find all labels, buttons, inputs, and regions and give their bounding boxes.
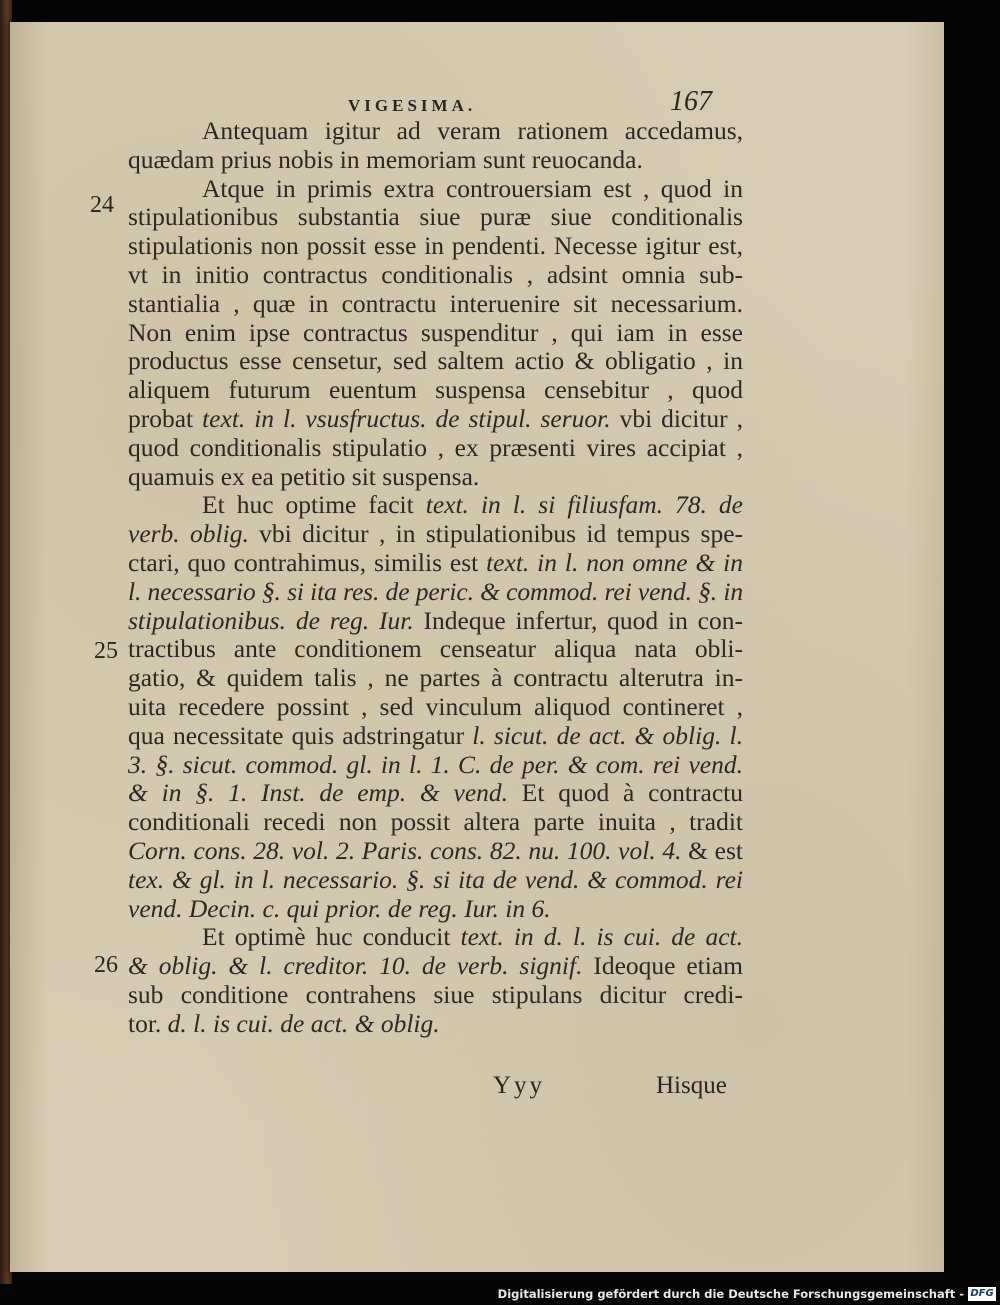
text-run: productus esse censetur, sed saltem actio & obligatio , in: [128, 346, 743, 376]
text-line: [128, 520, 743, 549]
text-run: Indeque infertur, quod in con-: [413, 605, 743, 635]
running-head: VIGESIMA.: [348, 96, 477, 115]
text-line: [128, 952, 743, 981]
legal-citation: text. in d. l. is cui. de act.: [460, 922, 743, 952]
legal-citation: l. sicut. de act. & oblig. l.: [472, 720, 743, 750]
legal-citation: text. in l. si filiusfam. 78. de: [425, 490, 743, 520]
legal-citation: 3. §. sicut. commod. gl. in l. 1. C. de per. & com. rei vend.: [128, 749, 743, 779]
text-run: ctari, quo contrahimus, similis est: [128, 547, 487, 577]
text-run: quod conditionalis stipulatio , ex præsenti vires accipiat ,: [128, 432, 743, 462]
text-run: quædam prius nobis in memoriam sunt reuocanda.: [128, 144, 643, 174]
main-text-block: [128, 117, 743, 1039]
paragraph: [128, 491, 743, 923]
dfg-logo-icon: DFG: [968, 1287, 996, 1301]
text-run: stipulationibus substantia siue puræ siue conditionalis: [128, 202, 743, 232]
text-run: gatio, & quidem talis , ne partes à contractu alterutra in-: [128, 663, 743, 693]
paragraph: [128, 175, 743, 492]
text-line: [128, 751, 743, 780]
text-line: [128, 549, 743, 578]
text-line: [128, 491, 743, 520]
margin-note-26: 26: [94, 952, 118, 978]
text-line: [128, 664, 743, 693]
paragraph: [128, 923, 743, 1038]
text-run: qua necessitate quis adstringatur: [128, 720, 473, 750]
legal-citation: text. in l. vsusfructus. de stipul. seruor.: [202, 403, 611, 433]
text-run: uita recedere possint , sed vinculum aliquod contineret ,: [128, 691, 743, 721]
text-line: [128, 607, 743, 636]
text-run: & est: [681, 835, 743, 865]
text-line: [128, 463, 743, 492]
text-line: [128, 261, 743, 290]
legal-citation: text. in l. non omne & in: [486, 547, 743, 577]
legal-citation: & oblig. & l. creditor. 10. de verb. signif.: [128, 951, 583, 981]
text-line: [128, 722, 743, 751]
text-run: vt in initio contractus conditionalis , adsint omnia sub-: [128, 259, 743, 289]
text-line: [128, 434, 743, 463]
text-line: [128, 175, 743, 204]
text-line: [128, 376, 743, 405]
text-line: [128, 405, 743, 434]
legal-citation: vend. Decin. c. qui prior. de reg. Iur. in 6.: [128, 893, 551, 923]
legal-citation: d. l. is cui. de act. & oblig.: [167, 1008, 440, 1038]
text-run: vbi dicitur ,: [610, 403, 743, 433]
text-run: stipulationis non possit esse in pendenti. Necesse igitur est,: [128, 231, 743, 261]
catchword: Hisque: [656, 1072, 727, 1099]
text-line: [128, 895, 743, 924]
text-line: [128, 837, 743, 866]
text-line: [128, 1010, 743, 1039]
text-line: [128, 232, 743, 261]
text-run: probat: [128, 403, 203, 433]
text-run: sub conditione contrahens siue stipulans dicitur credi-: [128, 979, 743, 1009]
legal-citation: verb. oblig.: [128, 519, 249, 549]
signature-mark: Yyy: [493, 1072, 546, 1099]
legal-citation: Corn. cons. 28. vol. 2. Paris. cons. 82. nu. 100. vol. 4.: [128, 835, 682, 865]
text-line: [128, 117, 743, 146]
text-line: [128, 203, 743, 232]
text-line: [128, 319, 743, 348]
text-run: conditionali recedi non possit altera parte inuita , tradit: [128, 807, 743, 837]
text-line: [128, 981, 743, 1010]
text-run: aliquem futurum euentum suspensa censebitur , quod: [128, 375, 743, 405]
text-run: vbi dicitur , in stipulationibus id tempus spe-: [248, 519, 744, 549]
text-run: stantialia , quæ in contractu interuenire sit necessarium.: [128, 288, 743, 318]
legal-citation: stipulationibus. de reg. Iur.: [128, 605, 414, 635]
digitization-footer-bar: [0, 1284, 1000, 1305]
text-run: quamuis ex ea petitio sit suspensa.: [128, 461, 480, 491]
digitization-notice: Digitalisierung gefördert durch die Deutsche Forschungsgemeinschaft -: [497, 1287, 964, 1301]
text-line: [128, 866, 743, 895]
text-line: [128, 693, 743, 722]
text-run: Et optimè huc conducit: [202, 922, 461, 952]
text-run: Ideoque etiam: [582, 951, 743, 981]
text-run: Antequam igitur ad veram rationem accedamus,: [202, 116, 743, 145]
book-page: [10, 22, 944, 1272]
paragraph: [128, 117, 743, 175]
text-line: [128, 808, 743, 837]
text-run: tractibus ante conditionem censeatur aliqua nata obli-: [128, 634, 743, 664]
text-line: [128, 779, 743, 808]
legal-citation: & in §. 1. Inst. de emp. & vend.: [128, 778, 509, 808]
text-run: Atque in primis extra controuersiam est , quod in: [202, 173, 743, 203]
text-line: [128, 290, 743, 319]
text-run: tor.: [128, 1008, 168, 1038]
margin-note-24: 24: [90, 192, 114, 218]
text-run: Et quod à contractu: [508, 778, 743, 808]
legal-citation: l. necessario §. si ita res. de peric. & commod. rei vend. §. in: [128, 576, 743, 606]
page-footer-catchwords: [10, 1072, 944, 1104]
page-number: 167: [670, 86, 712, 117]
text-run: Et huc optime facit: [202, 490, 426, 520]
text-line: [128, 578, 743, 607]
text-line: [128, 347, 743, 376]
text-line: [128, 923, 743, 952]
text-line: [128, 146, 743, 175]
text-run: Non enim ipse contractus suspenditur , qui iam in esse: [128, 317, 743, 347]
text-line: [128, 635, 743, 664]
legal-citation: tex. & gl. in l. necessario. §. si ita de vend. & commod. rei: [128, 864, 743, 894]
margin-note-25: 25: [94, 638, 118, 664]
